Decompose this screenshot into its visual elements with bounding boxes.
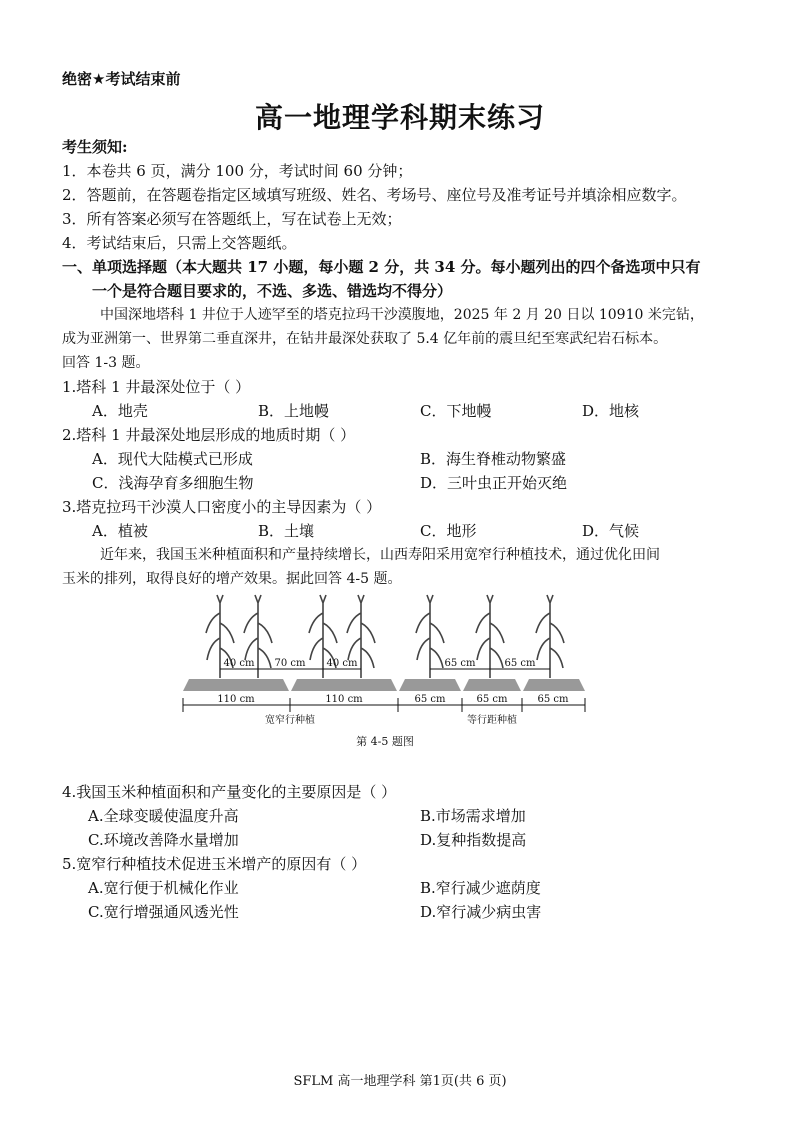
option-b: B．土壤: [258, 522, 315, 540]
page-footer: SFLM 高一地理学科 第1页(共 6 页): [293, 1074, 507, 1089]
passage-line: 中国深地塔科 1 井位于人迹罕至的塔克拉玛干沙漠腹地，2025 年 2 月 20 日以 10910 米完钻，: [100, 307, 704, 323]
notice-item: 2．答题前，在答题卷指定区域填写班级、姓名、考场号、座位号及准考证号并填涂相应数字。: [62, 186, 687, 204]
passage-line: 近年来，我国玉米种植面积和产量持续增长，山西寿阳采用宽窄行种植技术，通过优化田间: [100, 547, 660, 563]
option-a: A．现代大陆模式已形成: [92, 450, 253, 468]
bed-width-label: 65 cm: [537, 694, 569, 705]
question-stem: 5.宽窄行种植技术促进玉米增产的原因有（ ）: [62, 855, 367, 873]
option-d: D.复种指数提高: [420, 831, 527, 849]
group-label-equal: 等行距种植: [467, 715, 517, 726]
corn-plant-icon: [476, 595, 504, 678]
group-label-wide-narrow: 宽窄行种植: [265, 715, 315, 726]
option-a: A.全球变暖使温度升高: [88, 807, 239, 825]
option-a: A.宽行便于机械化作业: [88, 879, 239, 897]
option-c: C．地形: [420, 522, 477, 540]
option-a: A．地壳: [92, 402, 148, 420]
notice-item: 4．考试结束后，只需上交答题纸。: [62, 234, 297, 252]
question-stem: 1.塔科 1 井最深处位于（ ）: [62, 378, 251, 396]
notice-item: 3．所有答案必须写在答题纸上，写在试卷上无效；: [62, 210, 402, 228]
section-heading: 一、单项选择题（本大题共 17 小题，每小题 2 分，共 34 分。每小题列出的四个备选项中只有: [62, 258, 701, 276]
question-stem: 4.我国玉米种植面积和产量变化的主要原因是（ ）: [62, 783, 397, 801]
notice-item: 1．本卷共 6 页，满分 100 分，考试时间 60 分钟；: [62, 162, 413, 180]
notice-heading: 考生须知:: [62, 138, 128, 156]
passage-line: 回答 1-3 题。: [62, 355, 150, 371]
bed-width-label: 110 cm: [325, 694, 363, 705]
option-a: A．植被: [92, 522, 148, 540]
option-b: B．上地幔: [258, 402, 330, 420]
soil-beds: [183, 679, 585, 691]
passage-line: 玉米的排列，取得良好的增产效果。据此回答 4-5 题。: [62, 571, 402, 587]
option-b: B．海生脊椎动物繁盛: [420, 450, 567, 468]
option-c: C.环境改善降水量增加: [88, 831, 239, 849]
spacing-label: 70 cm: [274, 658, 306, 669]
option-b: B.窄行减少遮荫度: [420, 879, 541, 897]
question-stem: 2.塔科 1 井最深处地层形成的地质时期（ ）: [62, 426, 356, 444]
option-d: D．地核: [582, 402, 640, 420]
option-d: D.窄行减少病虫害: [420, 903, 542, 921]
corn-planting-diagram: [175, 593, 595, 753]
bed-width-label: 110 cm: [217, 694, 255, 705]
option-b: B.市场需求增加: [420, 807, 526, 825]
option-c: C.宽行增强通风透光性: [88, 903, 239, 921]
spacing-label: 40 cm: [223, 658, 255, 669]
spacing-label: 65 cm: [504, 658, 536, 669]
option-c: C．下地幔: [420, 402, 492, 420]
option-d: D．气候: [582, 522, 640, 540]
corn-plant-icon: [416, 595, 444, 678]
spacing-label: 40 cm: [326, 658, 358, 669]
option-c: C．浅海孕育多细胞生物: [92, 474, 254, 492]
option-d: D．三叶虫正开始灭绝: [420, 474, 568, 492]
section-heading-cont: 一个是符合题目要求的，不选、多选、错选均不得分）: [92, 282, 453, 300]
page-title: 高一地理学科期末练习: [254, 101, 545, 134]
figure-caption: 第 4-5 题图: [356, 735, 414, 748]
bed-width-label: 65 cm: [476, 694, 508, 705]
confidential-label: 绝密★考试结束前: [62, 70, 181, 88]
question-stem: 3.塔克拉玛干沙漠人口密度小的主导因素为（ ）: [62, 498, 382, 516]
spacing-label: 65 cm: [444, 658, 476, 669]
bed-width-label: 65 cm: [414, 694, 446, 705]
corn-plant-icon: [536, 595, 564, 678]
passage-line: 成为亚洲第一、世界第二垂直深井，在钻井最深处获取了 5.4 亿年前的震旦纪至寒武纪岩石标本。: [62, 331, 668, 347]
